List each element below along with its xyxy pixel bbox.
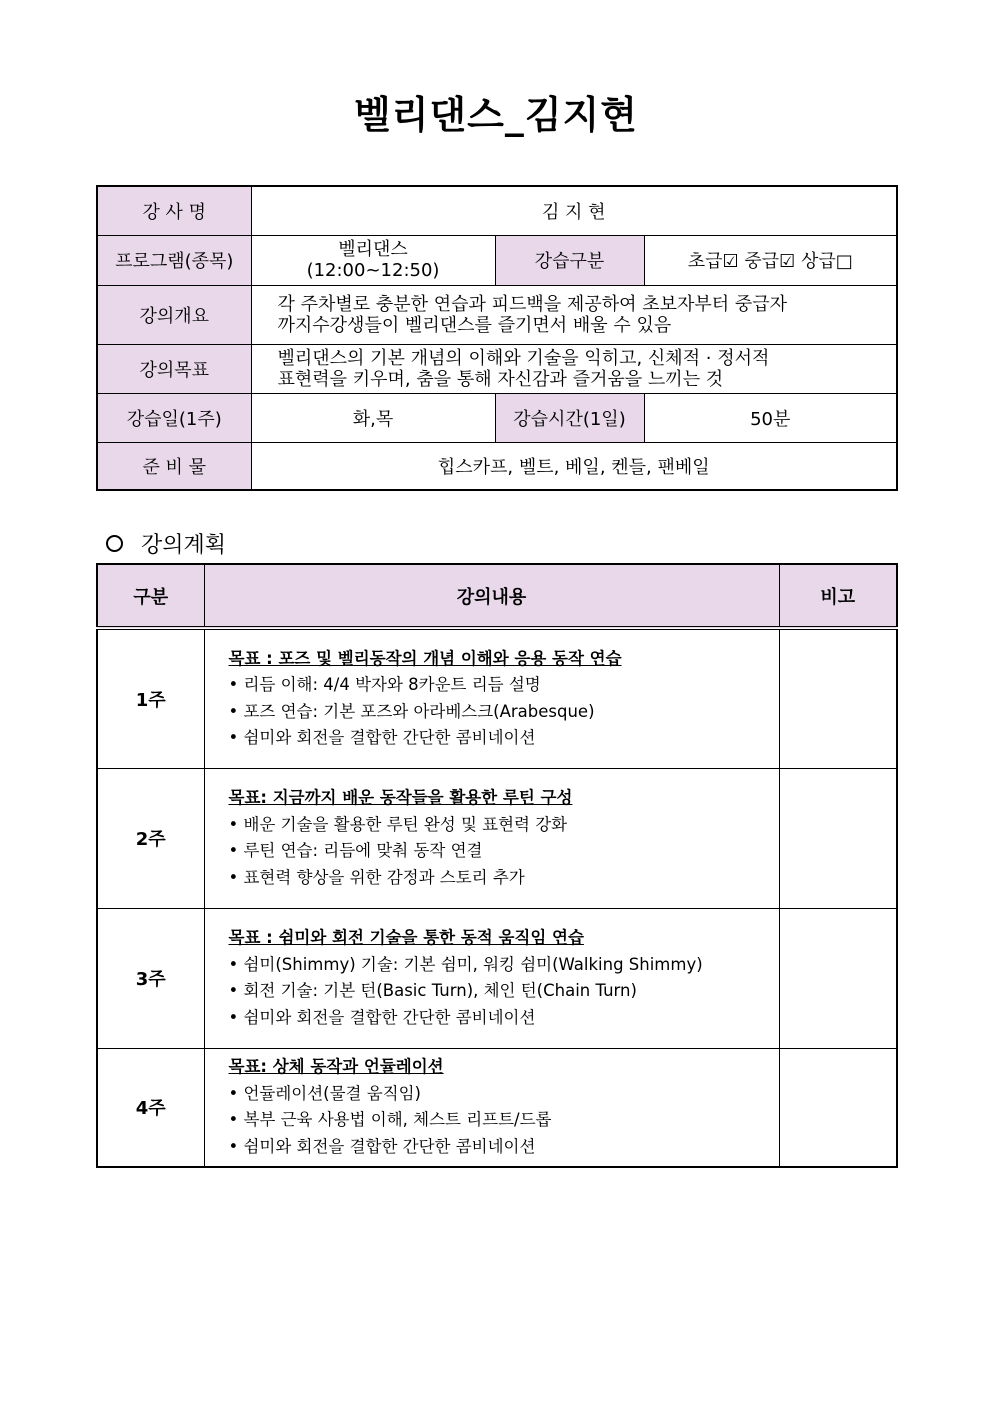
instructor-label: 강 사 명 [97,186,251,235]
materials-label: 준 비 물 [97,442,251,490]
table-row [97,1048,897,1167]
week-label: 1주 [97,628,204,768]
week-goal: 목표 : 포즈 및 벨리동작의 개념 이해와 응용 동작 연습 [228,648,622,668]
course-info-table [96,185,898,491]
goal-value [251,344,897,393]
week-goal: 목표: 지금까지 배운 동작들을 활용한 루틴 구성 [228,788,573,807]
plan-section-label: 강의계획 [141,533,227,558]
plan-header-note: 비고 [779,564,897,628]
week-goal: 목표 : 쉼미와 회전 기술을 통한 동적 움직임 연습 [228,928,584,947]
week-note [779,628,897,768]
list-item: • 쉼미(Shimmy) 기술: 기본 쉼미, 워킹 쉼미(Walking Shimmy) [228,954,703,974]
week-content [204,1048,779,1167]
goal-line-2: 표현력을 키우며, 춤을 통해 자신감과 즐거움을 느끼는 것 [277,368,724,390]
instructor-value: 김 지 현 [251,186,897,235]
duration-label: 강습시간(1일) [495,393,644,442]
lesson-plan-table [96,563,898,1168]
week-content [204,768,779,908]
week-content [204,628,779,768]
week-label: 2주 [97,768,204,908]
goal-row [97,344,897,393]
schedule-row [97,393,897,442]
materials-value: 힙스카프, 벨트, 베일, 켄들, 팬베일 [251,442,897,490]
materials-row [97,442,897,490]
list-item: • 리듬 이해: 4/4 박자와 8카운트 리듬 설명 [228,675,541,695]
plan-section-title [106,528,226,559]
week-note [779,768,897,908]
list-item: • 쉼미와 회전을 결합한 간단한 콤비네이션 [228,728,536,748]
list-item: • 복부 근육 사용법 이해, 체스트 리프트/드롭 [228,1110,552,1130]
level-label: 강습구분 [495,235,644,285]
list-item: • 쉼미와 회전을 결합한 간단한 콤비네이션 [228,1136,536,1156]
list-item: • 회전 기술: 기본 턴(Basic Turn), 체인 턴(Chain Turn) [228,981,637,1000]
table-row [97,768,897,908]
week-content [204,908,779,1048]
overview-line-1: 각 주차별로 충분한 연습과 피드백을 제공하여 초보자부터 중급자 [277,293,788,315]
goal-label: 강의목표 [97,344,251,393]
table-row [97,628,897,768]
goal-line-1: 벨리댄스의 기본 개념의 이해와 기술을 익히고, 신체적 · 정서적 [277,347,770,369]
instructor-row [97,186,897,235]
plan-header-content: 강의내용 [204,564,779,628]
list-item: • 배운 기술을 활용한 루틴 완성 및 표현력 강화 [228,814,568,834]
overview-label: 강의개요 [97,285,251,344]
page-title: 벨리댄스_김지현 [354,93,638,137]
plan-header-week: 구분 [97,564,204,628]
week-note [779,1048,897,1167]
list-item: • 언듈레이션(물결 움직임) [228,1083,421,1103]
program-time: (12:00~12:50) [306,260,440,281]
overview-row [97,285,897,344]
week-note [779,908,897,1048]
days-label: 강습일(1주) [97,393,251,442]
program-value [251,235,495,285]
circle-bullet-icon [106,535,123,552]
program-name: 벨리댄스 [338,239,408,260]
table-row [97,908,897,1048]
week-label: 4주 [97,1048,204,1167]
week-goal: 목표: 상체 동작과 언듈레이션 [228,1057,444,1077]
list-item: • 표현력 향상을 위한 감정과 스토리 추가 [228,867,525,887]
duration-value: 50분 [644,393,897,442]
list-item: • 쉼미와 회전을 결합한 간단한 콤비네이션 [228,1007,536,1027]
program-row [97,235,897,285]
list-item: • 포즈 연습: 기본 포즈와 아라베스크(Arabesque) [228,701,595,721]
overview-line-2: 까지수강생들이 벨리댄스를 즐기면서 배울 수 있음 [277,314,672,336]
level-value: 초급☑ 중급☑ 상급□ [644,235,897,285]
list-item: • 루틴 연습: 리듬에 맞춰 동작 연결 [228,841,483,860]
days-value: 화,목 [251,393,495,442]
plan-header-row [97,564,897,628]
program-label: 프로그램(종목) [97,235,251,285]
week-label: 3주 [97,908,204,1048]
overview-value [251,285,897,344]
